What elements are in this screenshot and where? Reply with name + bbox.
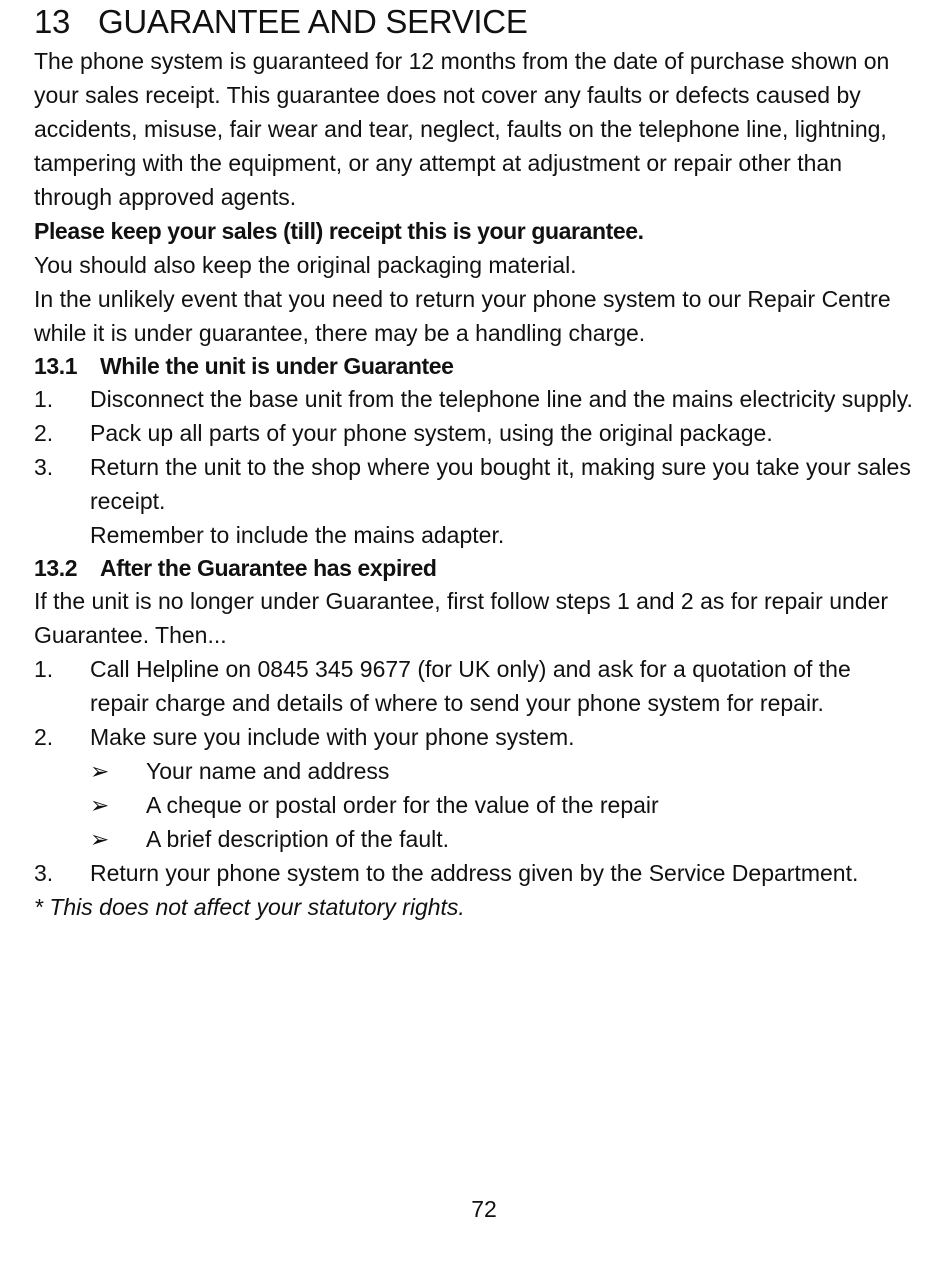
arrow-bullet-icon: ➢: [90, 826, 110, 852]
arrow-bullet-icon: ➢: [90, 792, 110, 818]
subsection-heading-13-2: [34, 552, 914, 584]
expired-steps: [34, 652, 914, 890]
step-number: 1.: [34, 656, 54, 682]
list-item: [34, 450, 914, 552]
subsection-title: While the unit is under Guarantee: [100, 353, 454, 379]
step-text: Call Helpline on 0845 345 9677 (for UK only) and ask for a quotation of the repair charge and details of where to send your phone system for repair.: [90, 656, 851, 716]
keep-packaging-note: You should also keep the original packaging material.: [34, 252, 577, 278]
step-text: Pack up all parts of your phone system, using the original package.: [90, 420, 773, 446]
step-text: Disconnect the base unit from the telephone line and the mains electricity supply.: [90, 386, 913, 412]
bullet-item: [34, 788, 914, 822]
bullet-item: [34, 754, 914, 788]
step-text-group: [90, 450, 914, 552]
subsection-title: After the Guarantee has expired: [100, 555, 437, 581]
subsection-number: 13.1: [34, 353, 78, 379]
list-item: [34, 652, 914, 720]
step-number: 2.: [34, 420, 54, 446]
step-text: Return your phone system to the address given by the Service Department.: [90, 860, 859, 886]
expired-intro: If the unit is no longer under Guarantee, first follow steps 1 and 2 as for repair under Guarantee. Then...: [34, 588, 889, 648]
bullet-text: A cheque or postal order for the value of the repair: [146, 792, 659, 818]
handling-charge-note: In the unlikely event that you need to return your phone system to our Repair Centre while it is under guarantee, there may be a handling charge.: [34, 286, 891, 346]
guarantee-intro: The phone system is guaranteed for 12 months from the date of purchase shown on your sales receipt. This guarantee does not cover any faults or defects caused by accidents, misuse, fair wear and tear, neglect, faults on the telephone line, lightning, tampering with the equipment, or any attempt at adjustment or repair other than through approved agents.: [34, 48, 890, 210]
document-page: [34, 0, 914, 1222]
section-number: 13: [34, 3, 71, 40]
list-item: [34, 856, 914, 890]
section-heading: [34, 0, 914, 44]
step-number: 1.: [34, 386, 54, 412]
keep-receipt-note: Please keep your sales (till) receipt this is your guarantee.: [34, 218, 644, 244]
bullet-text: A brief description of the fault.: [146, 826, 450, 852]
list-item: [34, 720, 914, 754]
subsection-number: 13.2: [34, 555, 78, 581]
step-number: 3.: [34, 454, 54, 480]
step-number: 2.: [34, 724, 54, 750]
subsection-heading-13-1: [34, 350, 914, 382]
step-number: 3.: [34, 860, 54, 886]
adapter-reminder: Remember to include the mains adapter.: [90, 522, 505, 548]
statutory-rights-disclaimer: * This does not affect your statutory rights.: [34, 894, 465, 920]
section-title: GUARANTEE AND SERVICE: [98, 3, 528, 40]
step-text: Make sure you include with your phone system.: [90, 724, 575, 750]
bullet-text: Your name and address: [146, 758, 390, 784]
list-item: [34, 416, 914, 450]
page-number: 72: [471, 1196, 497, 1222]
list-item: [34, 382, 914, 416]
arrow-bullet-icon: ➢: [90, 758, 110, 784]
step-text: Return the unit to the shop where you bought it, making sure you take your sales receipt.: [90, 454, 911, 514]
bullet-item: [34, 822, 914, 856]
under-guarantee-steps: [34, 382, 914, 552]
